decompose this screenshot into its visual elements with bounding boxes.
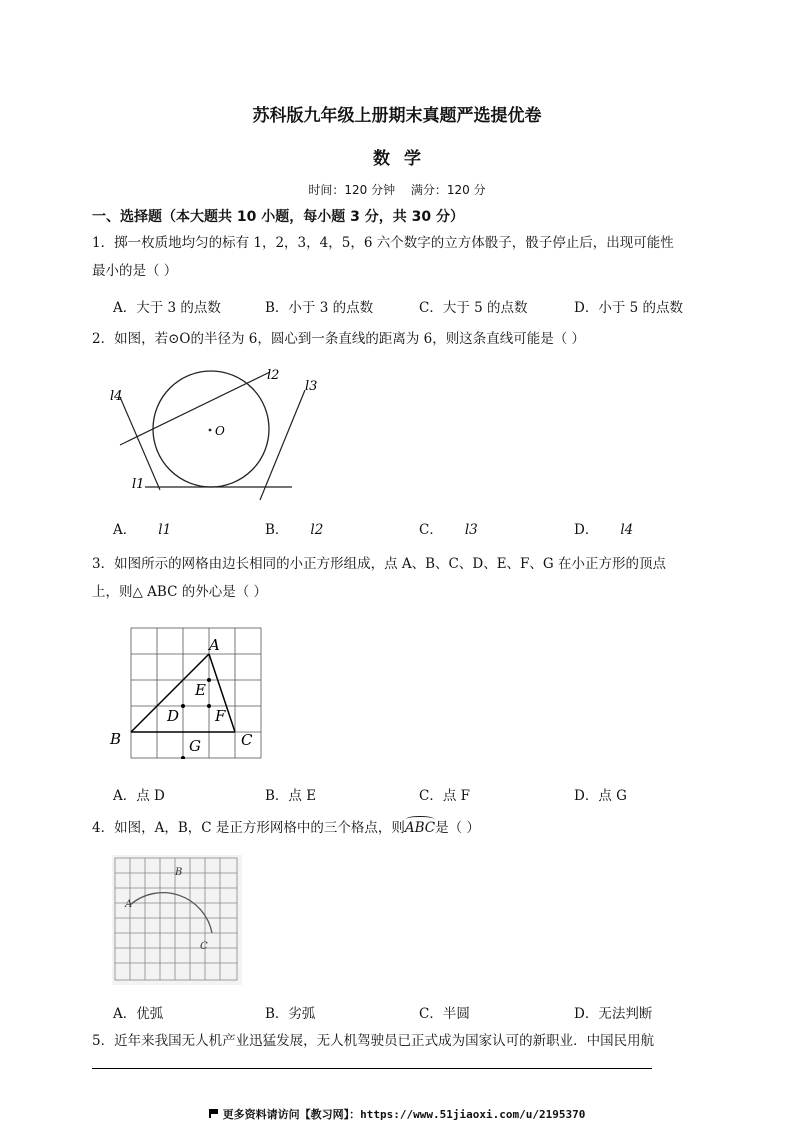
page-title: 苏科版九年级上册期末真题严选提优卷 bbox=[252, 106, 542, 126]
q2-label-l4: l4 bbox=[110, 389, 123, 404]
q4-option-c[interactable]: C．半圆 bbox=[419, 1006, 470, 1022]
question-3-line2: 上，则△ ABC 的外心是（ ） bbox=[92, 584, 268, 600]
q2-option-a[interactable]: A． l1 bbox=[113, 522, 172, 538]
q2-label-l1: l1 bbox=[132, 477, 145, 492]
q2-option-c[interactable]: C． l3 bbox=[419, 522, 478, 538]
q1-option-a[interactable]: A．大于 3 的点数 bbox=[113, 300, 221, 316]
q3-label-a: A bbox=[209, 636, 220, 654]
q4-figure bbox=[112, 855, 242, 985]
q3-option-b[interactable]: B．点 E bbox=[265, 788, 317, 804]
flag-icon bbox=[209, 1109, 219, 1118]
q4-label-c: C bbox=[200, 941, 208, 952]
q3-option-c[interactable]: C．点 F bbox=[419, 788, 470, 804]
question-5: 5．近年来我国无人机产业迅猛发展，无人机驾驶员已正式成为国家认可的新职业．中国民用航 bbox=[92, 1033, 655, 1049]
question-1-line1: 1．掷一枚质地均匀的标有 1，2，3，4，5，6 六个数字的立方体骰子，骰子停止后，出现可能性 bbox=[92, 235, 674, 251]
question-3-line1: 3．如图所示的网格由边长相同的小正方形组成，点 A、B、C、D、E、F、G 在小正方形的顶点 bbox=[92, 556, 666, 572]
q3-option-d[interactable]: D．点 G bbox=[574, 788, 627, 804]
subject-title: 数学 bbox=[373, 149, 435, 169]
q3-figure bbox=[105, 624, 270, 759]
q2-option-b[interactable]: B． l2 bbox=[265, 522, 324, 538]
q3-label-c: C bbox=[241, 731, 253, 749]
q4-option-a[interactable]: A．优弧 bbox=[113, 1006, 164, 1022]
q3-label-f: F bbox=[215, 707, 226, 725]
q3-label-d: D bbox=[167, 707, 180, 725]
q2-center-label: O bbox=[215, 424, 225, 438]
q4-label-b: B bbox=[175, 867, 183, 878]
q2-label-l3: l3 bbox=[305, 379, 318, 394]
q1-option-b[interactable]: B．小于 3 的点数 bbox=[265, 300, 374, 316]
q1-option-d[interactable]: D．小于 5 的点数 bbox=[574, 300, 683, 316]
footer-divider bbox=[92, 1068, 652, 1069]
footer bbox=[0, 1106, 794, 1122]
q2-figure bbox=[100, 362, 330, 502]
question-3 bbox=[92, 550, 704, 606]
exam-meta bbox=[0, 181, 794, 198]
q4-arc-notation: ABC bbox=[405, 814, 435, 842]
q4-option-d[interactable]: D．无法判断 bbox=[574, 1006, 653, 1022]
footer-link[interactable]: 更多资料请访问【教习网】：https://www.51jiaoxi.com/u/2195370 bbox=[222, 1108, 586, 1121]
q3-label-e: E bbox=[195, 681, 206, 699]
q1-option-c[interactable]: C．大于 5 的点数 bbox=[419, 300, 528, 316]
question-1-line2: 最小的是（ ） bbox=[92, 263, 178, 279]
exam-score: 满分：120 分 bbox=[410, 183, 486, 197]
q3-label-b: B bbox=[110, 730, 122, 748]
q2-option-d[interactable]: D． l4 bbox=[574, 522, 634, 538]
q2-label-l2: l2 bbox=[267, 368, 280, 383]
q4-option-b[interactable]: B．劣弧 bbox=[265, 1006, 316, 1022]
q3-option-a[interactable]: A．点 D bbox=[113, 788, 165, 804]
exam-time: 时间：120 分钟 bbox=[308, 183, 396, 197]
question-4: 4．如图，A，B，C 是正方形网格中的三个格点，则 ABC是（ ） bbox=[92, 814, 704, 842]
q3-label-g: G bbox=[189, 737, 201, 755]
question-2: 2．如图，若⊙O的半径为 6，圆心到一条直线的距离为 6，则这条直线可能是（ ） bbox=[92, 331, 586, 347]
question-1 bbox=[92, 229, 704, 285]
q4-label-a: A bbox=[125, 899, 133, 910]
section-heading: 一、选择题（本大题共 10 小题，每小题 3 分，共 30 分） bbox=[92, 209, 464, 225]
